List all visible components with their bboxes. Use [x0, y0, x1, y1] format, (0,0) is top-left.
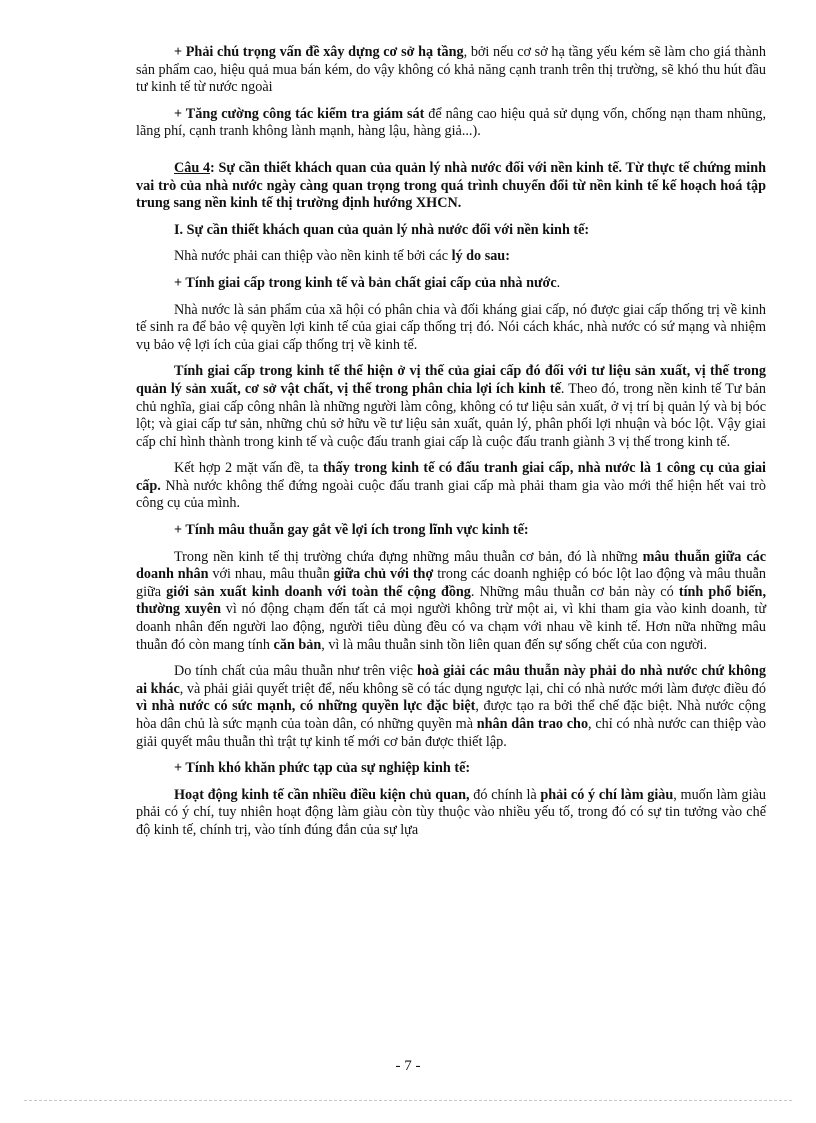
text-run: , muốn làm giàu phải có ý chí, tuy nhiên hoạt động làm giàu còn tùy thuộc vào nhiều yếu tố, trong đó có sự tin tưởng vào chế độ kinh tế, chính trị, vào tính đúng đắn của sự lựa	[136, 786, 766, 838]
page-number: - 7 -	[395, 1058, 421, 1074]
para-hoa-giai	[136, 663, 766, 751]
text-run: để nâng cao hiệu quả sử dụng vốn, chống nạn tham nhũng, lãng phí, cạnh tranh không lành mạnh, hàng lậu, hàng giả...).	[136, 105, 766, 140]
text-run: + Tính giai cấp trong kinh tế và bản chất giai cấp của nhà nước	[174, 274, 557, 291]
paragraph-spacer	[136, 150, 766, 160]
text-run: Do tính chất của mâu thuẫn như trên việc	[174, 663, 418, 680]
text-run: , vì là mâu thuẫn sinh tồn liên quan đến sự sống chết của con người.	[321, 636, 708, 653]
subheading-kho-khan	[136, 760, 766, 778]
text-run: , được tạo ra bởi thể chế đặc biệt. Nhà nước cộng hòa dân chủ là sức mạnh của toàn dân, có những quyền mà	[136, 698, 766, 732]
text-run: Nhà nước là sản phẩm của xã hội có phân chia và đối kháng giai cấp, nó được giai cấp thống trị về kinh tế sinh ra để bảo vệ quyền lợi kinh tế của giai cấp thống trị đó. Nói cách khác, nhà nước có sứ mạng và nhiệm vụ bảo vệ lợi ích của giai cấp thống trị về kinh tế.	[136, 301, 766, 353]
text-run: + Phải chú trọng vấn đề xây dựng cơ sở hạ tầng	[174, 44, 464, 60]
text-run: I. Sự cần thiết khách quan của quản lý nhà nước đối với nền kinh tế:	[174, 221, 590, 238]
text-run: vì nhà nước có sức mạnh, có những quyền lực đặc biệt	[136, 698, 476, 715]
text-run: : Sự cần thiết khách quan của quản lý nhà nước đối với nền kinh tế. Từ thực tế chứng minh vai trò của nhà nước ngày càng quan trọng trong quá trình chuyển đổi từ nền kinh tế kế hoạch hoá tập trung sang nền kinh tế thị trường định hướng XHCN.	[136, 159, 766, 212]
text-run: Câu 4	[174, 159, 211, 176]
text-run: , bởi nếu cơ sở hạ tầng yếu kém sẽ làm cho giá thành sản phẩm cao, hiệu quả mua bán kém, do vậy không có khả năng cạnh tranh trên thị trường, sẽ khó thu hút đầu tư kinh tế từ nước ngoài	[136, 44, 766, 96]
text-run: . Những mâu thuẫn cơ bản này có	[470, 583, 679, 600]
text-run: trong các doanh nghiệp có bóc lột lao động và mâu thuẫn giữa	[136, 566, 766, 600]
text-run: . Theo đó, trong nền kinh tế Tư bản chủ nghĩa, giai cấp công nhân là những người làm công, không có tư liệu sản xuất, ở vị trí bị quản lý và bị bóc lột; và giai cấp tư sản, những chủ sở hữu về tư liệu sản xuất, quản lý, phân phối lợi nhuận và bóc lột. Vậy giai cấp chỉ hình thành trong kinh tế và cuộc đấu tranh giai cấp là cuộc đấu tranh giành 3 vị thế trong kinh tế.	[136, 380, 766, 450]
text-run: Trong nền kinh tế thị trường chứa đựng những mâu thuẫn cơ bản, đó là những	[174, 548, 643, 565]
page-bottom-divider	[24, 1100, 792, 1101]
para-ha-tang	[136, 44, 766, 97]
text-run: Hoạt động kinh tế cần nhiều điều kiện chủ quan,	[174, 786, 470, 803]
text-run: Tính giai cấp trong kinh tế thể hiện ở vị thế của giai cấp đó đối với tư liệu sản xuất, vị thế trong quản lý sản xuất, cơ sở vật chất, vị thế trong phân chia lợi ích kinh tế	[136, 363, 766, 397]
text-run: Kết hợp 2 mặt vấn đề, ta	[174, 460, 323, 477]
para-kiem-tra	[136, 106, 766, 141]
para-nha-nuoc	[136, 302, 766, 355]
para-hoat-dong	[136, 787, 766, 840]
text-run: + Tăng cường công tác kiểm tra giám sát	[174, 105, 425, 122]
text-run: + Tính mâu thuẫn gay gắt về lợi ích trong lĩnh vực kinh tế:	[174, 522, 529, 539]
text-run: + Tính khó khăn phức tạp của sự nghiệp kinh tế:	[174, 760, 471, 777]
question-heading	[136, 160, 766, 213]
text-run: , và phải giải quyết triệt để, nếu không sẽ có tác dụng ngược lại, chỉ có nhà nước mới làm được điều đó	[179, 680, 766, 697]
text-run: , chỉ có nhà nước can thiệp vào giải quyết mâu thuẫn thì trật tự kinh tế mới cơ bản được thiết lập.	[136, 716, 766, 750]
text-run: đó chính là	[469, 786, 541, 803]
text-run: với nhau, mâu thuẫn	[208, 566, 334, 583]
text-run: Nhà nước không thể đứng ngoài cuộc đấu tranh giai cấp mà phải tham gia vào mới thể hiện hết vai trò công cụ của mình.	[136, 477, 766, 512]
text-run: giới sản xuất kinh doanh với toàn thể cộng đồng	[166, 583, 471, 600]
para-vi-the	[136, 363, 766, 451]
text-run: căn bản	[273, 636, 322, 653]
text-run: .	[556, 274, 561, 291]
text-run: nhân dân trao cho	[476, 716, 589, 732]
text-run: lý do sau:	[451, 248, 510, 265]
text-run: hoà giải các mâu thuẫn này phải do nhà nước chứ không ai khác	[136, 663, 766, 697]
subheading-giai-cap	[136, 275, 766, 293]
text-run: phải có ý chí làm giàu	[540, 786, 674, 803]
document-body	[136, 44, 766, 849]
subheading-mau-thuan	[136, 522, 766, 540]
text-run: giữa chủ với thợ	[333, 566, 434, 583]
para-intro	[136, 248, 766, 266]
para-ket-hop	[136, 460, 766, 513]
text-run: Nhà nước phải can thiệp vào nền kinh tế bởi các	[174, 248, 452, 265]
text-run: vì nó động chạm đến tất cả mọi người không trừ một ai, vì khi tham gia vào kinh doanh, từ doanh nhân đến người lao động, người tiêu dùng đều có va chạm với nhau về kinh tế. Hơn nữa những mâu thuẫn đó còn mang tính	[136, 601, 767, 653]
text-run: tính phổ biến, thường xuyên	[136, 583, 766, 618]
para-mau-thuan	[136, 549, 766, 655]
section-heading	[136, 222, 766, 240]
text-run: mâu thuẫn giữa các doanh nhân	[136, 548, 767, 583]
text-run: thấy trong kinh tế có đấu tranh giai cấp, nhà nước là 1 công cụ của giai cấp.	[136, 460, 766, 494]
